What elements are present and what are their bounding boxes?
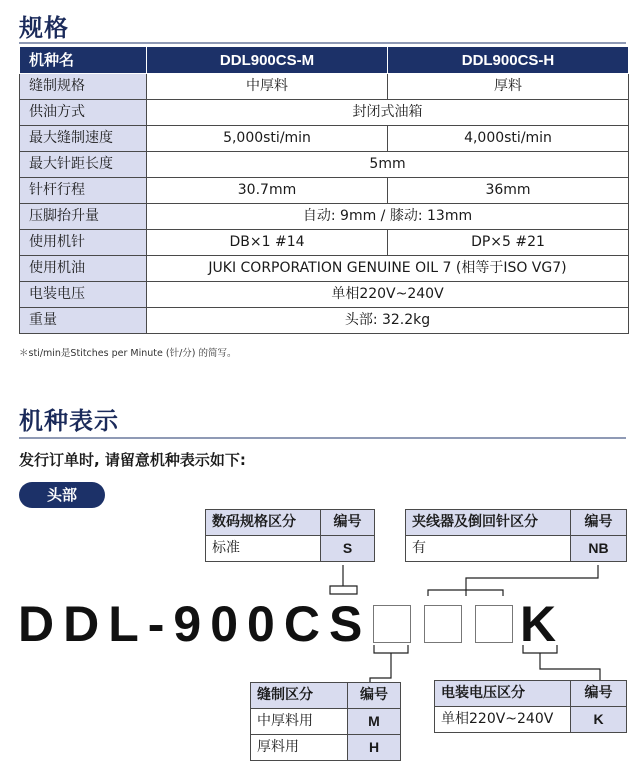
- cell-both: 头部: 32.2kg: [147, 308, 629, 334]
- cell-h: 4,000sti/min: [388, 126, 629, 152]
- row-label: 缝制规格: [20, 74, 147, 100]
- cell-m: 中厚料: [147, 74, 388, 100]
- digital-row-label: 标准: [206, 536, 321, 562]
- digital-spec-table: [205, 509, 375, 562]
- model-slot-box: [424, 605, 462, 643]
- cell-h: 厚料: [388, 74, 629, 100]
- model-suffix: K: [520, 596, 557, 652]
- sewing-row-code: H: [348, 735, 401, 761]
- cell-both: 自动: 9mm / 膝动: 13mm: [147, 204, 629, 230]
- cell-both: 单相220V~240V: [147, 282, 629, 308]
- digital-code-header: 编号: [321, 510, 375, 536]
- sewing-spec-table: [250, 682, 401, 761]
- model-title: 机种表示: [19, 407, 119, 435]
- row-label: 压脚抬升量: [20, 204, 147, 230]
- model-slot-box: [373, 605, 411, 643]
- cell-h: 36mm: [388, 178, 629, 204]
- digital-spec-header: 数码规格区分: [206, 510, 321, 536]
- spec-header-model-h: DDL900CS-H: [388, 47, 629, 74]
- head-pill-badge: 头部: [19, 482, 105, 508]
- cell-both: 5mm: [147, 152, 629, 178]
- cell-h: DP×5 #21: [388, 230, 629, 256]
- sewing-row-label: 厚料用: [251, 735, 348, 761]
- cell-both: 封闭式油箱: [147, 100, 629, 126]
- thread-row-label: 有: [406, 536, 571, 562]
- sewing-spec-header: 缝制区分: [251, 683, 348, 709]
- thread-spec-header: 夹线器及倒回针区分: [406, 510, 571, 536]
- spec-header-model-m: DDL900CS-M: [147, 47, 388, 74]
- sewing-code-header: 编号: [348, 683, 401, 709]
- table-row: [206, 536, 375, 562]
- voltage-spec-table: [434, 680, 627, 733]
- cell-both: JUKI CORPORATION GENUINE OIL 7 (相等于ISO VG7): [147, 256, 629, 282]
- row-label: 最大缝制速度: [20, 126, 147, 152]
- table-row: [251, 709, 401, 735]
- model-slot-box: [475, 605, 513, 643]
- table-row: [435, 707, 627, 733]
- row-label: 使用机油: [20, 256, 147, 282]
- row-label: 最大针距长度: [20, 152, 147, 178]
- row-label: 重量: [20, 308, 147, 334]
- voltage-spec-header: 电装电压区分: [435, 681, 571, 707]
- row-label: 电装电压: [20, 282, 147, 308]
- voltage-code-header: 编号: [571, 681, 627, 707]
- row-label: 使用机针: [20, 230, 147, 256]
- spec-header-label: 机种名: [20, 47, 147, 74]
- row-label: 针杆行程: [20, 178, 147, 204]
- thread-code-header: 编号: [571, 510, 627, 536]
- model-number: DDL-900CS: [18, 596, 372, 652]
- cell-m: 30.7mm: [147, 178, 388, 204]
- sewing-row-label: 中厚料用: [251, 709, 348, 735]
- voltage-row-code: K: [571, 707, 627, 733]
- spec-title: 规格: [19, 14, 69, 42]
- thread-row-code: NB: [571, 536, 627, 562]
- thread-spec-table: [405, 509, 627, 562]
- table-row: [251, 735, 401, 761]
- row-label: 供油方式: [20, 100, 147, 126]
- cell-m: DB×1 #14: [147, 230, 388, 256]
- footnote: ＊sti/min是Stitches per Minute (针/分) 的简写。: [19, 348, 237, 359]
- cell-m: 5,000sti/min: [147, 126, 388, 152]
- order-intro: 发行订单时, 请留意机种表示如下:: [19, 451, 246, 469]
- digital-row-code: S: [321, 536, 375, 562]
- voltage-row-label: 单相220V~240V: [435, 707, 571, 733]
- table-row: [406, 536, 627, 562]
- sewing-row-code: M: [348, 709, 401, 735]
